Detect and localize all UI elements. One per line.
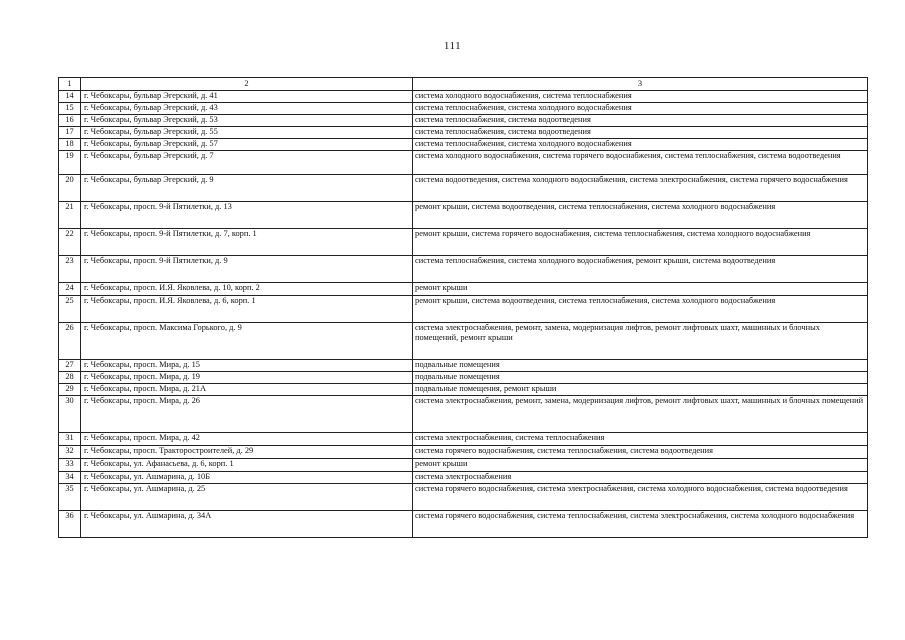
row-works: подвальные помещения: [413, 372, 868, 384]
row-works: система горячего водоснабжения, система электроснабжения, система холодного водоснабжения, система водоотведения: [413, 484, 868, 511]
column-header-works: 3: [413, 78, 868, 91]
row-address: г. Чебоксары, бульвар Эгерский, д. 55: [81, 127, 413, 139]
row-number: 26: [59, 323, 81, 360]
row-works: система холодного водоснабжения, система теплоснабжения: [413, 91, 868, 103]
row-address: г. Чебоксары, бульвар Эгерский, д. 9: [81, 175, 413, 202]
row-works: система электроснабжения, ремонт, замена, модернизация лифтов, ремонт лифтовых шахт, машинных и блочных помещений, ремонт крыши: [413, 323, 868, 360]
row-works: ремонт крыши, система горячего водоснабжения, система теплоснабжения, система холодного водоснабжения: [413, 229, 868, 256]
table-row: [59, 115, 868, 127]
row-number: 14: [59, 91, 81, 103]
table-row: [59, 384, 868, 396]
column-header-address: 2: [81, 78, 413, 91]
row-number: 29: [59, 384, 81, 396]
row-works: система теплоснабжения, система холодного водоснабжения: [413, 103, 868, 115]
table-row: [59, 296, 868, 323]
row-number: 24: [59, 283, 81, 296]
row-address: г. Чебоксары, ул. Ашмарина, д. 34А: [81, 511, 413, 538]
row-address: г. Чебоксары, просп. Мира, д. 42: [81, 433, 413, 446]
row-works: подвальные помещения: [413, 360, 868, 372]
row-number: 27: [59, 360, 81, 372]
row-number: 16: [59, 115, 81, 127]
table-row: [59, 472, 868, 484]
row-address: г. Чебоксары, ул. Ашмарина, д. 10Б: [81, 472, 413, 484]
table-header-row: [59, 78, 868, 91]
table-row: [59, 372, 868, 384]
row-address: г. Чебоксары, просп. Мира, д. 26: [81, 396, 413, 433]
row-works: система электроснабжения, система теплоснабжения: [413, 433, 868, 446]
row-address: г. Чебоксары, просп. И.Я. Яковлева, д. 6, корп. 1: [81, 296, 413, 323]
table-row: [59, 433, 868, 446]
row-works: система электроснабжения: [413, 472, 868, 484]
row-works: система горячего водоснабжения, система теплоснабжения, система водоотведения: [413, 446, 868, 459]
table-row: [59, 229, 868, 256]
row-number: 15: [59, 103, 81, 115]
row-number: 19: [59, 151, 81, 175]
row-number: 20: [59, 175, 81, 202]
row-address: г. Чебоксары, ул. Ашмарина, д. 25: [81, 484, 413, 511]
row-number: 17: [59, 127, 81, 139]
row-number: 34: [59, 472, 81, 484]
table-row: [59, 283, 868, 296]
works-table-body: [59, 78, 868, 538]
row-address: г. Чебоксары, просп. 9-й Пятилетки, д. 7, корп. 1: [81, 229, 413, 256]
table-row: [59, 511, 868, 538]
row-works: система теплоснабжения, система водоотведения: [413, 127, 868, 139]
row-address: г. Чебоксары, просп. Тракторостроителей, д. 29: [81, 446, 413, 459]
row-number: 35: [59, 484, 81, 511]
row-number: 21: [59, 202, 81, 229]
row-number: 32: [59, 446, 81, 459]
table-row: [59, 91, 868, 103]
row-address: г. Чебоксары, бульвар Эгерский, д. 41: [81, 91, 413, 103]
works-table: [58, 77, 868, 538]
row-works: ремонт крыши: [413, 459, 868, 472]
table-row: [59, 139, 868, 151]
row-works: подвальные помещения, ремонт крыши: [413, 384, 868, 396]
row-number: 30: [59, 396, 81, 433]
row-works: система горячего водоснабжения, система теплоснабжения, система электроснабжения, система холодного водоснабжения: [413, 511, 868, 538]
table-row: [59, 256, 868, 283]
row-address: г. Чебоксары, просп. И.Я. Яковлева, д. 10, корп. 2: [81, 283, 413, 296]
row-works: система электроснабжения, ремонт, замена, модернизация лифтов, ремонт лифтовых шахт, машинных и блочных помещений: [413, 396, 868, 433]
row-works: система водоотведения, система холодного водоснабжения, система электроснабжения, система горячего водоснабжения: [413, 175, 868, 202]
row-address: г. Чебоксары, бульвар Эгерский, д. 57: [81, 139, 413, 151]
table-row: [59, 323, 868, 360]
row-address: г. Чебоксары, бульвар Эгерский, д. 7: [81, 151, 413, 175]
row-address: г. Чебоксары, бульвар Эгерский, д. 43: [81, 103, 413, 115]
table-row: [59, 202, 868, 229]
table-row: [59, 484, 868, 511]
row-address: г. Чебоксары, просп. Мира, д. 15: [81, 360, 413, 372]
row-works: ремонт крыши: [413, 283, 868, 296]
row-number: 33: [59, 459, 81, 472]
row-address: г. Чебоксары, просп. 9-й Пятилетки, д. 13: [81, 202, 413, 229]
table-row: [59, 175, 868, 202]
row-address: г. Чебоксары, просп. 9-й Пятилетки, д. 9: [81, 256, 413, 283]
page-number: 111: [443, 40, 462, 52]
row-works: ремонт крыши, система водоотведения, система теплоснабжения, система холодного водоснабжения: [413, 202, 868, 229]
table-row: [59, 360, 868, 372]
row-address: г. Чебоксары, просп. Мира, д. 21А: [81, 384, 413, 396]
row-works: система теплоснабжения, система холодного водоснабжения: [413, 139, 868, 151]
row-number: 28: [59, 372, 81, 384]
row-address: г. Чебоксары, ул. Афанасьева, д. 6, корп. 1: [81, 459, 413, 472]
row-number: 31: [59, 433, 81, 446]
table-row: [59, 396, 868, 433]
row-works: ремонт крыши, система водоотведения, система теплоснабжения, система холодного водоснабжения: [413, 296, 868, 323]
row-number: 36: [59, 511, 81, 538]
row-works: система теплоснабжения, система холодного водоснабжения, ремонт крыши, система водоотведения: [413, 256, 868, 283]
row-number: 23: [59, 256, 81, 283]
row-address: г. Чебоксары, просп. Максима Горького, д. 9: [81, 323, 413, 360]
row-works: система холодного водоснабжения, система горячего водоснабжения, система теплоснабжения, система водоотведения: [413, 151, 868, 175]
row-number: 25: [59, 296, 81, 323]
row-address: г. Чебоксары, бульвар Эгерский, д. 53: [81, 115, 413, 127]
column-header-number: 1: [59, 78, 81, 91]
row-works: система теплоснабжения, система водоотведения: [413, 115, 868, 127]
table-row: [59, 151, 868, 175]
row-number: 22: [59, 229, 81, 256]
table-row: [59, 459, 868, 472]
table-row: [59, 127, 868, 139]
table-row: [59, 446, 868, 459]
row-number: 18: [59, 139, 81, 151]
table-row: [59, 103, 868, 115]
row-address: г. Чебоксары, просп. Мира, д. 19: [81, 372, 413, 384]
